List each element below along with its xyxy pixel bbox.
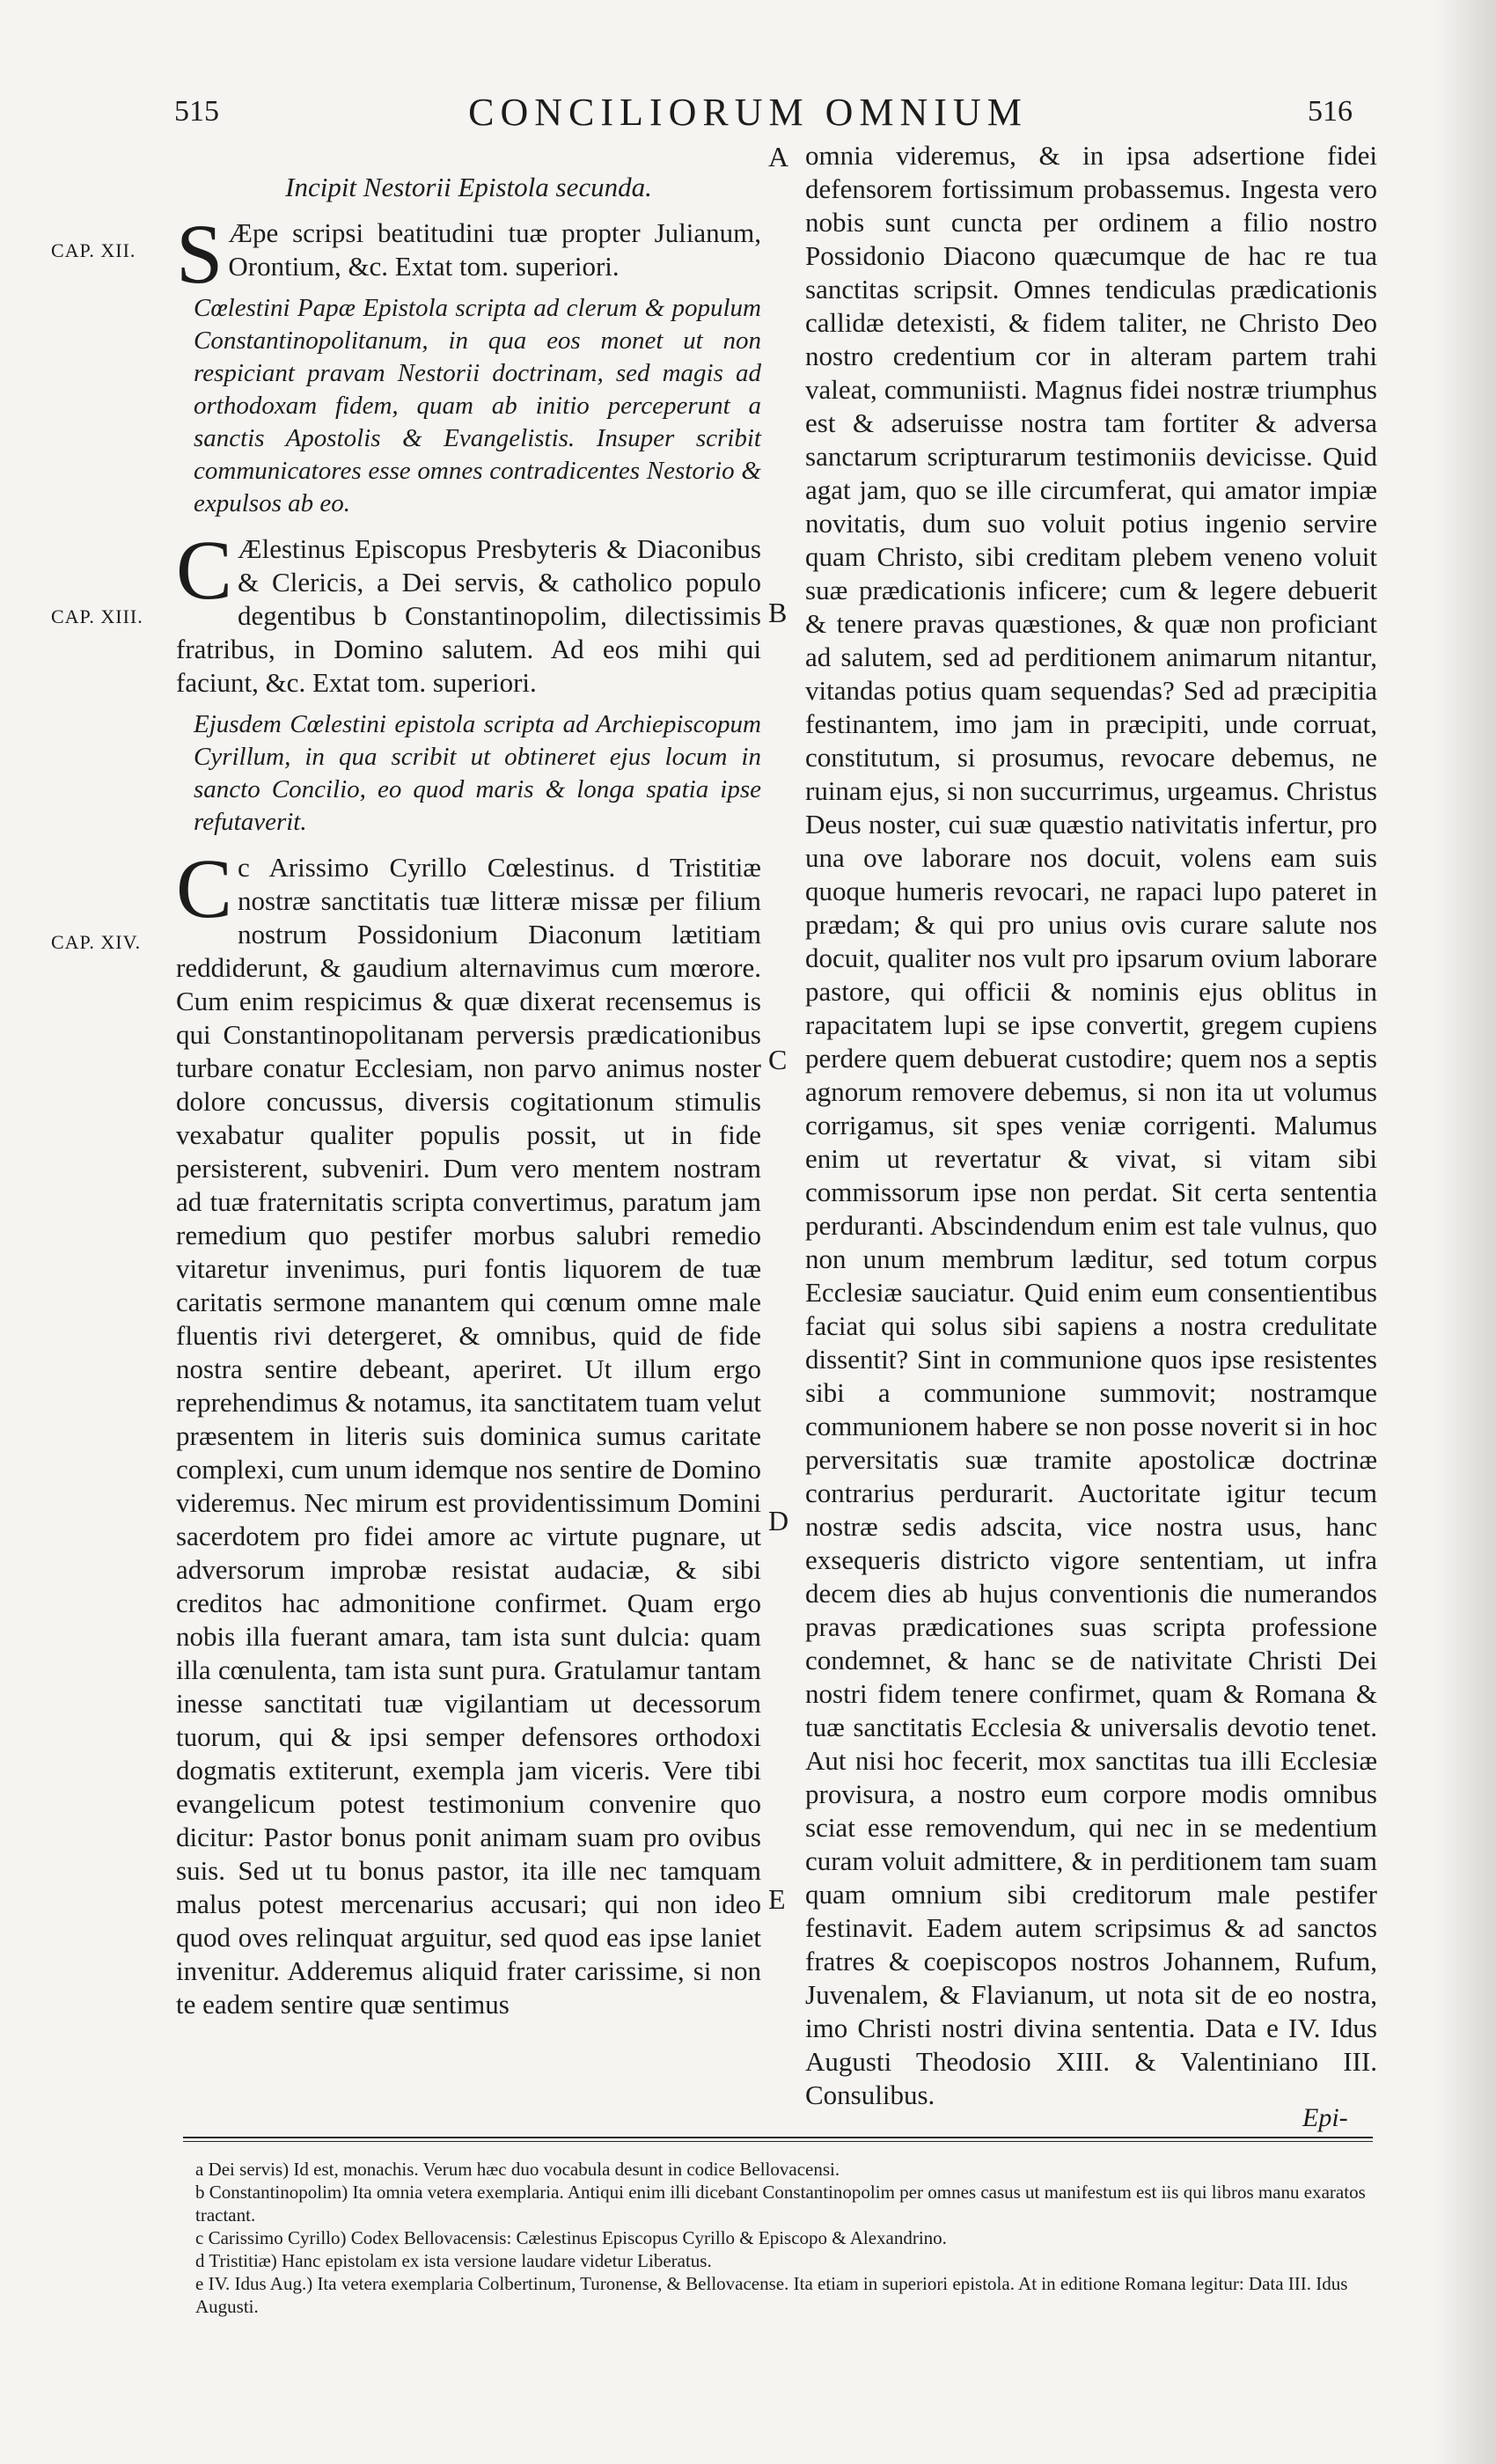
incipit-heading: Incipit Nestorii Epistola secunda. [285, 172, 652, 202]
footnote-e: e IV. Idus Aug.) Ita vetera exemplaria Colbertinum, Turonense, & Bellovacense. Ita etiam in superiori epistola. At in editione Romana legitur: Data III. Idus Augusti. [195, 2273, 1348, 2317]
chapter-13-text: Ælestinus Episcopus Presbyteris & Diaconibus & Clericis, a Dei servis, & catholico populo degentibus b Constantinopolim, dilectissimis fratribus, in Domino salutem. Ad eos mihi qui faciunt, &c. Extat tom. superiori. [176, 533, 761, 698]
chapter-13-paragraph [176, 523, 761, 700]
footnote-c: c Carissimo Cyrillo) Codex Bellovacensis: Cælestinus Episcopus Cyrillo & Episcopo & Alexandrino. [195, 2227, 947, 2248]
chapter-13-summary: Cœlestini Papæ Epistola scripta ad clerum & populum Constantinopolitanum, in qua eos monet ut non respiciant pravam Nestorii doctrinam, sed magis ad orthodoxam fidem, quam ab initio perceperunt a sanctis Apostolis & Evangelistis. Insuper scribit communicatores esse omnes contradicentes Nestorio & expulsos ab eo. [194, 294, 761, 517]
section-letter-e: E [768, 1883, 786, 1915]
footnote-rule [183, 2137, 1373, 2138]
left-column [176, 139, 761, 2027]
page-edge-shadow [1434, 0, 1496, 2464]
section-letter-c: C [768, 1044, 788, 1075]
footnote-b: b Constantinopolim) Ita omnia vetera exemplaria. Antiqui enim illi dicebant Constantinopolim per omnes casus ut manifestum est iis qui libros manu exaratos tractant. [195, 2182, 1366, 2226]
running-title: CONCILIORUM OMNIUM [468, 91, 1028, 134]
right-column-text: omnia videremus, & in ipsa adsertione fidei defensorem fortissimum probassemus. Ingesta vero nobis sunt cuncta per ordinem a filio nostro Possidonio Diacono quæcumque de hac re tua sanctitas scripsit. Omnes tendiculas prædicationis callidæ detexisti, & fidem taliter, ne Christo Deo nostro credentium cor in alteram partem trahi valeat, communiisti. Magnus fidei nostræ triumphus est & adseruisse nostra tam fortiter & adversa sanctarum scripturarum testimoniis devicisse. Quid agat jam, quo se ille circumferat, qui amator impiæ novitatis, dum suo voluit potius ingenio servire quam Christo, sibi creditam plebem veneno voluit suæ prædicationis inficere; cum & legere debuerit & tenere pravas quæstiones, & quæ non proficiant ad salutem, sed ad perditionem animarum nitantur, vitandas potius quam sequendas? Sed ad præcipitia festinantem, imo jam in præcipiti, unde corruat, constitutum, si prosumus, revocare debemus, ne ruinam ejus, si non succurrimus, urgeamus. Christus Deus noster, cui suæ quæstio nativitatis infertur, pro una ove laborare nos docuit, volens eam suis quoque humeris revocari, ne rapaci lupo pateret in prædam; & qui pro unius ovis curare salute nos docuit, qualiter nos vult pro ipsarum ovium laborare pastore, qui officii & nominis ejus oblitus in rapacitatem lupi se ipse convertit, gregem cupiens perdere quem debuerat custodire; quem nos a septis agnorum removere debemus, si non ita ut volumus corrigamus, sit spes veniæ corrigenti. Malumus enim ut revertatur & vivat, si vitam sibi commissorum ipse non perdat. Sit certa sententia perduranti. Abscindendum enim est tale vulnus, quo non unum membrum læditur, sed totum corpus Ecclesiæ sauciatur. Quid enim eum consentientibus faciat qui solus sibi sapiens a nostra credulitate dissentit? Sint in communione quos ipse resistentes sibi a communione summovit; nostramque communionem habere se non posse noverit si in hoc perversitatis suæ tramite apostolicæ doctrinæ contrarius perdurarit. Auctoritate igitur tecum nostræ sedis adscita, vice nostra usus, hanc exsequeris districto vigore sententiam, ut infra decem dies ab hujus conventionis die numerandos pravas prædicationes suas scripta professione condemnet, & hanc se de nativitate Christi Dei nostri fidem tenere confirmet, quam & Romana & tuæ sanctitatis Ecclesia & universalis devotio tenet. Aut nisi hoc fecerit, mox sanctitas tua illi Ecclesiæ provisura, a nostro eum corpore modis omnibus sciat esse removendum, qui nec in se medentium curam voluit admittere, & in perditionem tam suam quam omnium sibi creditorum male pestifer festinavit. Eadem autem scripsimus & ad sanctos fratres & coepiscopos nostros Johannem, Rufum, Juvenalem, & Flavianum, ut nota sit de eo nostra, imo Christi nostri divina sententia. Data e IV. Idus Augusti Theodosio XIII. & Valentiniano III. Consulibus. [805, 140, 1377, 2110]
section-letter-b: B [768, 597, 788, 628]
margin-cap-13: CAP. XIII. [51, 605, 143, 627]
chapter-14-text: c Arissimo Cyrillo Cœlestinus. d Tristitiæ nostræ sanctitatis tuæ litteræ missæ per filium nostrum Possidonium Diaconum lætitiam reddiderunt, & gaudium alternavimus cum mœrore. Cum enim respicimus & quæ dixerat recensemus is qui Constantinopolitanam perversis prædicationibus turbare conatur Ecclesiam, non parvo animus noster dolore concussus, diversis cogitationum stimulis vexabatur qualiter populis possit, ut in fide persisterent, subveniri. Dum vero mentem nostram ad tuæ fraternitatis scripta convertimus, paratum jam remedium quo pestifer morbus salubri remedio vitaretur invenimus, puri fontis liquorem de tuæ caritatis sermone manantem qui cœnum omne male fluentis rivi detergeret, & omnibus, quid de fide nostra sentire debeant, aperiret. Ut illum ergo reprehendimus & notamus, ita sanctitatem tuam velut præsentem in literis suis dominica sumus caritate complexi, cum unum idemque nos sentire de Domino videremus. Nec mirum est providentissimum Domini sacerdotem pro fidei amore ac virtute pugnare, ut adversorum improbæ resistat audaciæ, & sibi creditos hac admonitione confirmet. Quam ergo nobis illa fuerant amara, tam ista sunt dulcia: quam illa cœnulenta, tam ista sunt pura. Gratulamur tantam inesse sanctitati tuæ vigilantiam ut decessorum tuorum, qui & ipsi semper defensores orthodoxi dogmatis extiterunt, exempla jam viceris. Vere tibi evangelicum potest testimonium convenire quo dicitur: Pastor bonus ponit animam suam pro ovibus suis. Sed ut tu bonus pastor, ita ille nec tamquam malus potest mercenarius accusari; qui non ideo quod oves relinquat arguitur, sed quod eas ipse laniet invenitur. Adderemus aliquid frater carissime, si non te eadem sentire quæ sentimus [176, 852, 761, 2020]
chapter-12-paragraph [176, 207, 761, 301]
footnotes [195, 2158, 1379, 2318]
page-number-left: 515 [174, 95, 219, 128]
section-letter-d: D [768, 1505, 789, 1536]
chapter-14-summary: Ejusdem Cœlestini epistola scripta ad Archiepiscopum Cyrillum, in qua scribit ut obtineret ejus locum in sancto Concilio, eo quod maris & longa spatia ipse refutaverit. [194, 710, 761, 836]
margin-cap-14: CAP. XIV. [51, 931, 142, 953]
dropcap-c: C [176, 841, 233, 935]
page-number-right: 516 [1308, 95, 1353, 128]
section-letter-a: A [768, 141, 789, 172]
footnote-a: a Dei servis) Id est, monachis. Verum hæc duo vocabula desunt in codice Bellovacensi. [195, 2159, 840, 2180]
dropcap-s: S [176, 207, 224, 301]
footnote-rule-thin [183, 2141, 1373, 2142]
catchword: Epi- [1302, 2103, 1348, 2132]
footnote-d: d Tristitiæ) Hanc epistolam ex ista versione laudare videtur Liberatus. [195, 2250, 712, 2271]
right-column [805, 139, 1377, 2117]
margin-cap-12: CAP. XII. [51, 239, 136, 261]
chapter-14-paragraph [176, 841, 761, 2021]
dropcap-c: C [176, 523, 233, 617]
chapter-12-text: Æpe scripsi beatitudini tuæ propter Julianum, Orontium, &c. Extat tom. superiori. [228, 217, 761, 282]
